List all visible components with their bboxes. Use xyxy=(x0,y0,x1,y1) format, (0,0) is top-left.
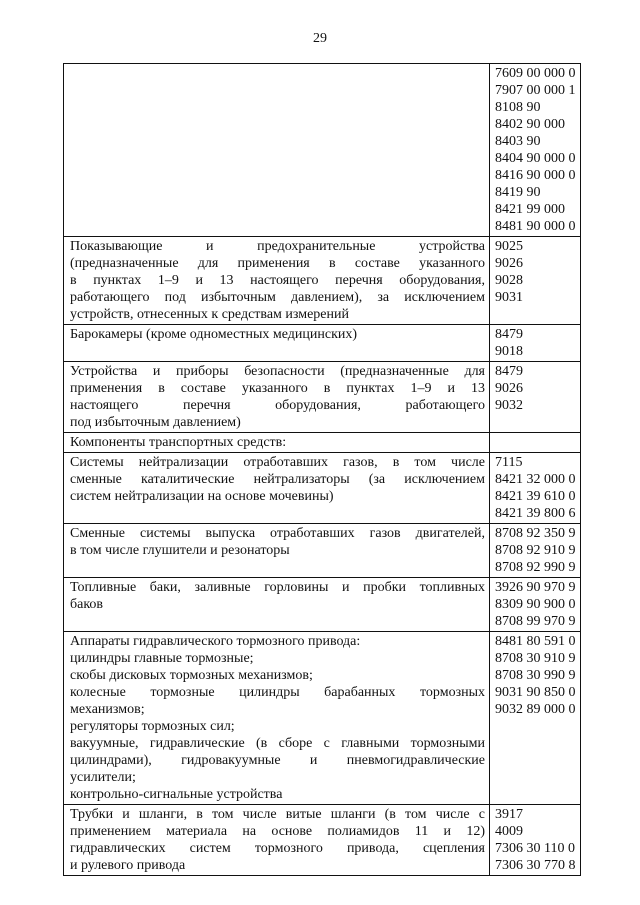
tn-ved-code: 9031 xyxy=(495,290,523,305)
tn-ved-code: 8404 90 000 0 xyxy=(495,151,576,166)
tn-ved-code: 9018 xyxy=(495,344,523,359)
code-cell xyxy=(490,64,581,237)
tn-ved-code: 3926 90 970 9 xyxy=(495,580,576,595)
tn-ved-code: 9031 90 850 0 xyxy=(495,685,576,700)
description-line: колесные тормозные цилиндры барабанных тормозных xyxy=(70,685,485,700)
table-row xyxy=(64,453,581,524)
tn-ved-code: 8479 xyxy=(495,364,523,379)
table-row xyxy=(64,237,581,325)
description-line: механизмов; xyxy=(70,702,145,717)
code-cell xyxy=(490,362,581,433)
tn-ved-code: 3917 xyxy=(495,807,523,822)
description-line: цилиндрами), гидровакуумные и пневмогидравлические xyxy=(70,753,485,768)
tn-ved-code: 7115 xyxy=(495,455,523,470)
tn-ved-code: 8708 92 910 9 xyxy=(495,543,576,558)
tn-ved-code: 9032 xyxy=(495,398,523,413)
description-cell xyxy=(64,805,490,876)
tn-ved-code: 9026 xyxy=(495,256,523,271)
code-cell xyxy=(490,453,581,524)
description-line: устройств, отнесенных к средствам измерений xyxy=(70,307,350,322)
description-line: (предназначенные для применения в составе указанного xyxy=(70,256,485,271)
description-line: баков xyxy=(70,597,104,612)
code-cell xyxy=(490,524,581,578)
description-line: скобы дисковых тормозных механизмов; xyxy=(70,668,313,683)
description-cell xyxy=(64,325,490,362)
tn-ved-code: 8309 90 900 0 xyxy=(495,597,576,612)
tn-ved-code: 9028 xyxy=(495,273,523,288)
description-line: Барокамеры (кроме одноместных медицинских) xyxy=(70,327,358,342)
description-cell xyxy=(64,237,490,325)
description-line: цилиндры главные тормозные; xyxy=(70,651,254,666)
tn-ved-code: 7907 00 000 1 xyxy=(495,83,576,98)
description-line: в пунктах 1–9 и 13 настоящего перечня оборудования, xyxy=(70,273,485,288)
tn-ved-code: 9025 xyxy=(495,239,523,254)
table-row xyxy=(64,578,581,632)
table-row xyxy=(64,362,581,433)
description-line: Устройства и приборы безопасности (предназначенные для xyxy=(70,364,485,379)
tn-ved-code: 7609 00 000 0 xyxy=(495,66,576,81)
tn-ved-code: 8708 92 990 9 xyxy=(495,560,576,575)
description-line: Сменные системы выпуска отработавших газов двигателей, xyxy=(70,526,485,541)
description-cell xyxy=(64,433,490,453)
tn-ved-code: 7306 30 770 8 xyxy=(495,858,576,873)
description-line: применением материала на основе полиамидов 11 и 12) xyxy=(70,824,485,839)
description-line: регуляторы тормозных сил; xyxy=(70,719,235,734)
tn-ved-code: 8708 30 990 9 xyxy=(495,668,576,683)
description-line: Аппараты гидравлического тормозного привода: xyxy=(70,634,361,649)
tn-ved-code: 8402 90 000 xyxy=(495,117,565,132)
tn-ved-code: 8421 32 000 0 xyxy=(495,472,576,487)
equipment-codes-table xyxy=(63,63,581,876)
description-line: гидравлических систем тормозного привода, сцепления xyxy=(70,841,485,856)
code-cell xyxy=(490,433,581,453)
description-line: Показывающие и предохранительные устройства xyxy=(70,239,485,254)
description-line: применения в составе указанного в пунктах 1–9 и 13 xyxy=(70,381,485,396)
code-cell xyxy=(490,805,581,876)
description-line: работающего под избыточным давлением), за исключением xyxy=(70,290,485,305)
tn-ved-code: 8419 90 xyxy=(495,185,541,200)
description-line: усилители; xyxy=(70,770,136,785)
tn-ved-code: 8708 92 350 9 xyxy=(495,526,576,541)
description-cell xyxy=(64,632,490,805)
description-line: под избыточным давлением) xyxy=(70,415,241,430)
description-cell xyxy=(64,453,490,524)
description-line: систем нейтрализации на основе мочевины) xyxy=(70,489,334,504)
tn-ved-code: 8481 90 000 0 xyxy=(495,219,576,234)
code-cell xyxy=(490,237,581,325)
tn-ved-code: 8403 90 xyxy=(495,134,541,149)
description-line: в том числе глушители и резонаторы xyxy=(70,543,290,558)
code-cell xyxy=(490,325,581,362)
tn-ved-code: 8421 99 000 xyxy=(495,202,565,217)
tn-ved-code: 8108 90 xyxy=(495,100,541,115)
description-line: сменные каталитические нейтрализаторы (за исключением xyxy=(70,472,485,487)
tn-ved-code: 8481 80 591 0 xyxy=(495,634,576,649)
description-cell xyxy=(64,524,490,578)
tn-ved-code: 8708 99 970 9 xyxy=(495,614,576,629)
table-row xyxy=(64,433,581,453)
description-line: вакуумные, гидравлические (в сборе с главными тормозными xyxy=(70,736,485,751)
description-line: контрольно-сигнальные устройства xyxy=(70,787,283,802)
description-line: Топливные баки, заливные горловины и пробки топливных xyxy=(70,580,485,595)
description-line: настоящего перечня оборудования, работающего xyxy=(70,398,485,413)
tn-ved-code: 7306 30 110 0 xyxy=(495,841,575,856)
description-cell xyxy=(64,578,490,632)
table-row xyxy=(64,805,581,876)
description-cell xyxy=(64,64,490,237)
table-row xyxy=(64,632,581,805)
description-line: Системы нейтрализации отработавших газов, в том числе xyxy=(70,455,485,470)
table-row xyxy=(64,524,581,578)
page-number: 29 xyxy=(313,31,327,46)
tn-ved-code: 8708 30 910 9 xyxy=(495,651,576,666)
tn-ved-code: 8421 39 610 0 xyxy=(495,489,576,504)
code-cell xyxy=(490,578,581,632)
table-row xyxy=(64,325,581,362)
tn-ved-code: 8416 90 000 0 xyxy=(495,168,576,183)
tn-ved-code: 8479 xyxy=(495,327,523,342)
description-line: Трубки и шланги, в том числе витые шланги (в том числе с xyxy=(70,807,485,822)
description-line: Компоненты транспортных средств: xyxy=(70,435,287,450)
description-cell xyxy=(64,362,490,433)
table-row xyxy=(64,64,581,237)
description-line: и рулевого привода xyxy=(70,858,186,873)
tn-ved-code: 8421 39 800 6 xyxy=(495,506,576,521)
tn-ved-code: 9032 89 000 0 xyxy=(495,702,576,717)
tn-ved-code: 9026 xyxy=(495,381,523,396)
tn-ved-code: 4009 xyxy=(495,824,523,839)
code-cell xyxy=(490,632,581,805)
